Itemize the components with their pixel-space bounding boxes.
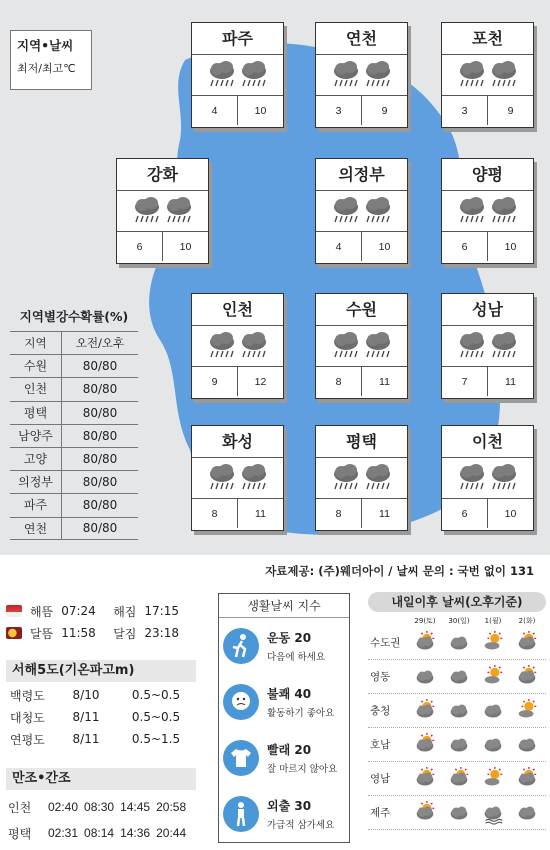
- city-temps: [442, 95, 533, 125]
- city-icons: [192, 458, 283, 498]
- cloud-icon: [408, 665, 442, 689]
- seas-row: [6, 706, 196, 728]
- partly-cloudy-icon: [510, 665, 544, 689]
- sunset-time: 17:15: [144, 604, 179, 618]
- life-index-panel: [218, 593, 350, 843]
- forecast-row: [368, 796, 546, 830]
- precip-row: [10, 470, 138, 493]
- life-index-item: [219, 730, 349, 786]
- cloud-icon: [442, 631, 476, 655]
- tide-time: 14:36: [120, 826, 151, 840]
- forecast-title: 내일이후 날씨(오후기준): [368, 592, 546, 612]
- tide-time: 20:58: [156, 800, 187, 814]
- rain-cloud-icon: [239, 330, 269, 364]
- forecast-day: 30(일): [448, 617, 470, 625]
- city-temps: [316, 95, 407, 125]
- precip-value: 80/80: [82, 521, 118, 536]
- rain-cloud-icon: [207, 330, 237, 364]
- fog-cloud-icon: [476, 801, 510, 825]
- city-card: [191, 425, 284, 531]
- city-card: [441, 22, 534, 128]
- island-temp: 8/11: [72, 710, 100, 724]
- min-temp: 4: [192, 96, 238, 125]
- rain-cloud-icon: [331, 195, 361, 229]
- life-index-title: 생활날씨 지수: [219, 594, 349, 618]
- rain-cloud-icon: [239, 59, 269, 93]
- precip-header: [10, 331, 138, 354]
- tide-title: 만조•간조: [6, 768, 196, 790]
- precip-value: 80/80: [82, 382, 118, 397]
- life-index-item: [219, 674, 349, 730]
- island-name: 연평도: [10, 732, 45, 747]
- precip-row: [10, 377, 138, 400]
- sunset-label: 해짐: [113, 604, 137, 619]
- city-icons: [117, 191, 208, 231]
- max-temp: 12: [254, 376, 267, 388]
- city-card: [315, 293, 408, 399]
- city-icons: [442, 191, 533, 231]
- max-temp: 10: [504, 241, 517, 253]
- forecast-row: [368, 660, 546, 694]
- legend-title: 지역•날씨: [17, 38, 74, 53]
- city-icons: [316, 326, 407, 366]
- sunrise-icon: [6, 605, 22, 617]
- max-temp: 10: [254, 105, 267, 117]
- island-name: 대청도: [10, 710, 45, 725]
- max-temp: 11: [379, 508, 390, 520]
- min-temp: 6: [442, 499, 488, 528]
- precip-title: 지역별강수확률(%): [19, 309, 129, 324]
- moonset-time: 23:18: [144, 626, 179, 640]
- wave-height: 0.5~0.5: [131, 710, 181, 724]
- forecast-day: 2(화): [518, 617, 536, 625]
- legend-unit: 최저/최고℃: [17, 62, 76, 75]
- running-person-icon: [223, 628, 259, 664]
- max-temp: 11: [505, 376, 516, 388]
- city-icons: [192, 326, 283, 366]
- life-index-item: [219, 618, 349, 674]
- max-temp: 10: [504, 508, 517, 520]
- precip-value: 80/80: [82, 452, 118, 467]
- city-icons: [316, 55, 407, 95]
- max-temp: 11: [379, 376, 390, 388]
- city-name: 인천: [192, 294, 283, 326]
- city-temps: [192, 366, 283, 396]
- city-icons: [442, 458, 533, 498]
- rain-cloud-icon: [457, 59, 487, 93]
- map-legend: [10, 30, 92, 90]
- sun-cloud-icon: [510, 699, 544, 723]
- tide-location: 평택: [8, 826, 32, 841]
- tide-table: [6, 794, 202, 846]
- precip-region: 연천: [10, 518, 62, 539]
- forecast-row: [368, 728, 546, 762]
- tide-time: 14:45: [120, 800, 151, 814]
- min-temp: 9: [192, 367, 238, 396]
- city-name: 양평: [442, 159, 533, 191]
- city-temps: [316, 231, 407, 261]
- moonset-label: 달짐: [113, 626, 137, 641]
- forecast-day: 29(토): [414, 617, 436, 625]
- city-icons: [442, 55, 533, 95]
- rain-cloud-icon: [331, 330, 361, 364]
- partly-cloudy-icon: [408, 631, 442, 655]
- min-temp: 6: [117, 232, 163, 261]
- precip-header-region: 지역: [10, 332, 62, 354]
- rain-cloud-icon: [489, 330, 519, 364]
- precip-table: [10, 307, 138, 540]
- city-icons: [192, 55, 283, 95]
- forecast-region: 호남: [370, 739, 391, 751]
- precip-region: 고양: [10, 448, 62, 470]
- precip-value: 80/80: [82, 428, 118, 443]
- cloud-icon: [442, 699, 476, 723]
- partly-cloudy-icon: [442, 767, 476, 791]
- life-index-desc: 가급적 삼가세요: [267, 820, 335, 831]
- island-temp: 8/10: [72, 688, 100, 702]
- city-temps: [316, 366, 407, 396]
- precip-value: 80/80: [82, 475, 118, 490]
- partly-cloudy-icon: [408, 767, 442, 791]
- seas-title: 서해5도(기온파고m): [6, 660, 196, 682]
- precip-region: 수원: [10, 355, 62, 377]
- precip-region: 의정부: [10, 471, 62, 493]
- city-name: 파주: [192, 23, 283, 55]
- forecast-region: 영남: [370, 773, 391, 785]
- city-card: [441, 425, 534, 531]
- partly-cloudy-icon: [510, 767, 544, 791]
- precip-region: 평택: [10, 402, 62, 424]
- tide-row: [6, 820, 202, 846]
- rain-cloud-icon: [331, 59, 361, 93]
- seas-row: [6, 684, 196, 706]
- cloud-icon: [510, 801, 544, 825]
- rain-cloud-icon: [489, 195, 519, 229]
- city-icons: [316, 191, 407, 231]
- max-temp: 11: [255, 508, 266, 520]
- precip-row: [10, 401, 138, 424]
- max-temp: 10: [179, 241, 192, 253]
- sun-row: [6, 600, 196, 622]
- forecast-region: 제주: [370, 807, 391, 819]
- city-name: 강화: [117, 159, 208, 191]
- partly-cloudy-icon: [408, 699, 442, 723]
- forecast-row: [368, 762, 546, 796]
- precip-row: [10, 517, 138, 540]
- city-temps: [117, 231, 208, 261]
- cloud-icon: [442, 665, 476, 689]
- max-temp: 9: [381, 105, 388, 117]
- moonrise-label: 달뜸: [30, 626, 54, 641]
- city-card: [441, 158, 534, 264]
- rain-cloud-icon: [457, 195, 487, 229]
- precip-row: [10, 447, 138, 470]
- city-temps: [442, 231, 533, 261]
- forecast-region: 영동: [370, 671, 391, 683]
- partly-cloudy-icon: [408, 801, 442, 825]
- moonrise-icon: [6, 627, 22, 639]
- sunrise-time: 07:24: [61, 604, 96, 618]
- life-index-desc: 다음에 하세요: [267, 652, 326, 663]
- precip-value: 80/80: [82, 405, 118, 420]
- rain-cloud-icon: [132, 195, 162, 229]
- city-name: 이천: [442, 426, 533, 458]
- min-temp: 4: [316, 232, 362, 261]
- city-temps: [442, 498, 533, 528]
- precip-region: 인천: [10, 378, 62, 400]
- min-temp: 8: [316, 367, 362, 396]
- tide-time: 08:30: [84, 800, 115, 814]
- sunrise-label: 해뜸: [30, 604, 54, 619]
- city-name: 포천: [442, 23, 533, 55]
- wave-height: 0.5~1.5: [131, 732, 181, 746]
- city-card: [315, 425, 408, 531]
- life-index-name: 빨래 20: [267, 743, 312, 757]
- city-card: [191, 293, 284, 399]
- rain-cloud-icon: [239, 462, 269, 496]
- moon-row: [6, 622, 196, 644]
- city-card: [116, 158, 209, 264]
- walking-person-icon: [223, 796, 259, 832]
- seas-row: [6, 728, 196, 750]
- forecast-panel: [368, 592, 546, 830]
- city-name: 수원: [316, 294, 407, 326]
- tide-time: 02:40: [48, 800, 79, 814]
- min-temp: 6: [442, 232, 488, 261]
- tide-location: 인천: [8, 800, 32, 815]
- life-index-desc: 활동하기 좋아요: [267, 708, 335, 719]
- life-index-name: 운동 20: [267, 631, 312, 645]
- rain-cloud-icon: [489, 462, 519, 496]
- precip-region: 파주: [10, 494, 62, 516]
- city-temps: [192, 95, 283, 125]
- city-temps: [316, 498, 407, 528]
- forecast-region: 충청: [370, 705, 391, 717]
- max-temp: 10: [378, 241, 391, 253]
- cloud-icon: [442, 801, 476, 825]
- life-index-desc: 잘 마르지 않아요: [267, 764, 338, 775]
- rain-cloud-icon: [164, 195, 194, 229]
- life-index-name: 외출 30: [267, 799, 312, 813]
- data-credit: 자료제공: (주)웨더아이 / 날씨 문의 : 국번 없이 131: [265, 564, 534, 578]
- cloud-icon: [442, 733, 476, 757]
- rain-cloud-icon: [363, 195, 393, 229]
- partly-cloudy-icon: [408, 733, 442, 757]
- wave-height: 0.5~0.5: [131, 688, 181, 702]
- min-temp: 8: [192, 499, 238, 528]
- partly-cloudy-icon: [510, 631, 544, 655]
- city-name: 성남: [442, 294, 533, 326]
- city-card: [315, 158, 408, 264]
- tide-time: 02:31: [48, 826, 79, 840]
- max-temp: 9: [507, 105, 514, 117]
- cloud-icon: [510, 733, 544, 757]
- precip-value: 80/80: [82, 359, 118, 374]
- forecast-row: [368, 694, 546, 728]
- shirt-icon: [223, 740, 259, 776]
- rain-cloud-icon: [207, 59, 237, 93]
- rain-cloud-icon: [207, 462, 237, 496]
- tide-time: 20:44: [156, 826, 187, 840]
- precip-region: 남양주: [10, 425, 62, 447]
- precip-value: 80/80: [82, 498, 118, 513]
- island-temp: 8/11: [72, 732, 100, 746]
- tide-row: [6, 794, 202, 820]
- life-index-item: [219, 786, 349, 842]
- city-temps: [442, 366, 533, 396]
- min-temp: 8: [316, 499, 362, 528]
- cloud-icon: [476, 699, 510, 723]
- city-name: 화성: [192, 426, 283, 458]
- rain-cloud-icon: [363, 462, 393, 496]
- rain-cloud-icon: [457, 330, 487, 364]
- forecast-days: [368, 612, 546, 626]
- city-name: 연천: [316, 23, 407, 55]
- forecast-region: 수도권: [370, 637, 401, 649]
- city-name: 의정부: [316, 159, 407, 191]
- life-index-name: 불쾌 40: [267, 687, 312, 701]
- city-card: [191, 22, 284, 128]
- sun-cloud-icon: [476, 665, 510, 689]
- face-icon: [223, 684, 259, 720]
- sun-cloud-icon: [476, 767, 510, 791]
- min-temp: 3: [442, 96, 488, 125]
- city-name: 평택: [316, 426, 407, 458]
- city-temps: [192, 498, 283, 528]
- precip-header-value: 오전/오후: [75, 336, 125, 351]
- rain-cloud-icon: [457, 462, 487, 496]
- seas-table: [6, 684, 196, 750]
- sun-moon-times: [6, 600, 196, 644]
- island-name: 백령도: [10, 688, 45, 703]
- tide-time: 08:14: [84, 826, 115, 840]
- precip-row: [10, 424, 138, 447]
- city-card: [315, 22, 408, 128]
- cloud-icon: [476, 733, 510, 757]
- rain-cloud-icon: [489, 59, 519, 93]
- forecast-row: [368, 626, 546, 660]
- min-temp: 3: [316, 96, 362, 125]
- rain-cloud-icon: [331, 462, 361, 496]
- min-temp: 7: [442, 367, 488, 396]
- city-card: [441, 293, 534, 399]
- moonrise-time: 11:58: [61, 626, 96, 640]
- city-icons: [442, 326, 533, 366]
- rain-cloud-icon: [363, 59, 393, 93]
- city-icons: [316, 458, 407, 498]
- forecast-day: 1(월): [484, 617, 502, 625]
- sun-cloud-icon: [476, 631, 510, 655]
- rain-cloud-icon: [363, 330, 393, 364]
- precip-row: [10, 493, 138, 516]
- precip-row: [10, 354, 138, 377]
